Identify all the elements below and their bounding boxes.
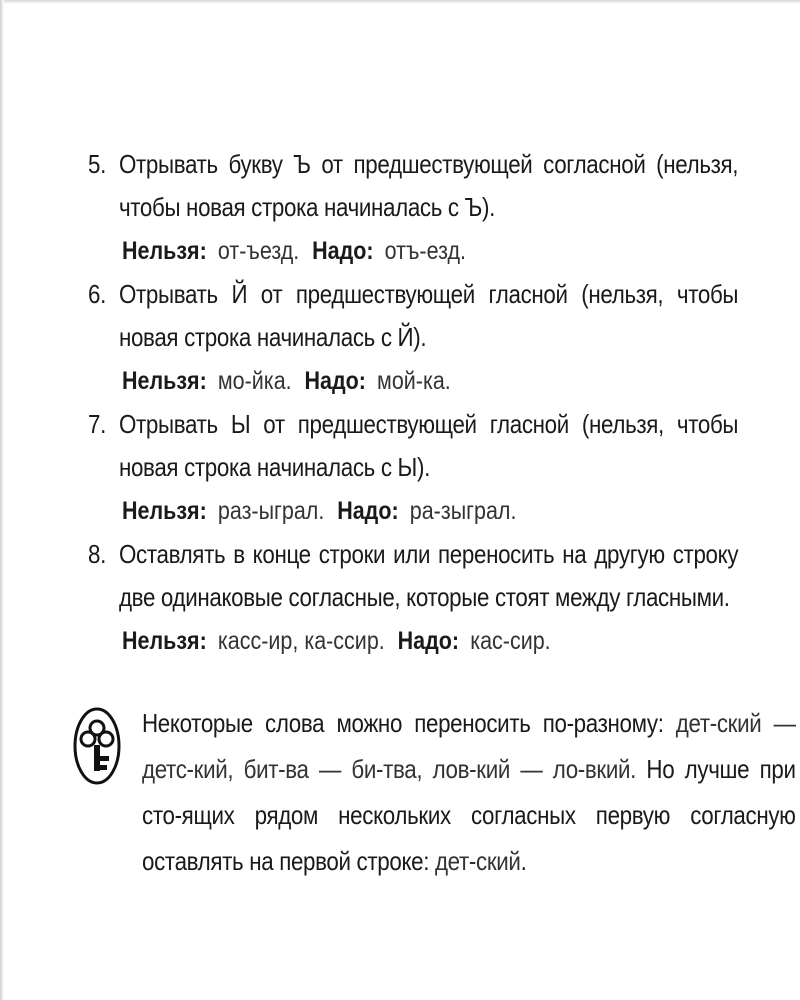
bad-label: Нельзя: [122,627,207,655]
bad-example: раз-ыграл. [217,497,325,525]
rule-item [88,143,738,273]
good-example: отъ-езд. [384,237,466,265]
good-example: кас-сир. [470,627,551,655]
rule-number: 5. [88,149,106,179]
rule-text: Отрывать букву Ъ от предшествующей согласной (нельзя, чтобы новая строка начиналась с Ъ). [118,149,739,222]
good-example: ра-зыграл. [409,497,517,525]
tip-text-part: . [520,846,527,876]
tip-example: дет-ский — детс-кий, бит-ва — би-тва, лов-кий — ло-вкий. [142,708,796,784]
good-label: Надо: [397,627,460,655]
rule-number: 6. [88,279,106,309]
rule-item [88,403,738,533]
rule-item [88,533,738,663]
hyphenation-rules-list [88,143,738,663]
rule-text-row [88,533,738,619]
rule-text-row [88,403,738,489]
rule-example [122,229,758,273]
good-example: мой-ка. [377,367,451,395]
rule-text-row [88,273,738,359]
rule-example [122,359,758,403]
good-label: Надо: [337,497,399,525]
rule-example [122,619,758,663]
bad-example: от-ъезд. [217,237,300,265]
rule-example [122,489,758,533]
good-label: Надо: [304,367,366,395]
bad-label: Нельзя: [122,497,207,525]
bad-example: мо-йка. [217,367,292,395]
rule-text: Отрывать Ы от предшествующей гласной (нельзя, чтобы новая строка начиналась с Ы). [118,409,739,482]
key-icon [72,706,122,786]
tip-text-part: Но лучше при сто-ящих рядом нескольких согласных первую согласную оставлять на первой строке: [142,754,796,876]
page-shadow-left [0,0,4,1000]
rule-number: 8. [88,539,106,569]
rule-text: Оставлять в конце строки или переносить на другую строку две одинаковые согласные, которые стоят между гласными. [118,539,739,612]
tip-text [142,700,796,884]
tip-example: дет-ский [434,846,521,876]
rule-text-row [88,143,738,229]
rule-number: 7. [88,409,106,439]
page-shadow-top [0,0,800,4]
good-label: Надо: [312,237,374,265]
bad-example: касс-ир, ка-ссир. [217,627,385,655]
rule-item [88,273,738,403]
bad-label: Нельзя: [122,367,207,395]
tip-text-part: Некоторые слова можно переносить по-разному: [142,708,676,738]
bad-label: Нельзя: [122,237,207,265]
rule-text: Отрывать Й от предшествующей гласной (нельзя, чтобы новая строка начиналась с Й). [118,279,739,352]
